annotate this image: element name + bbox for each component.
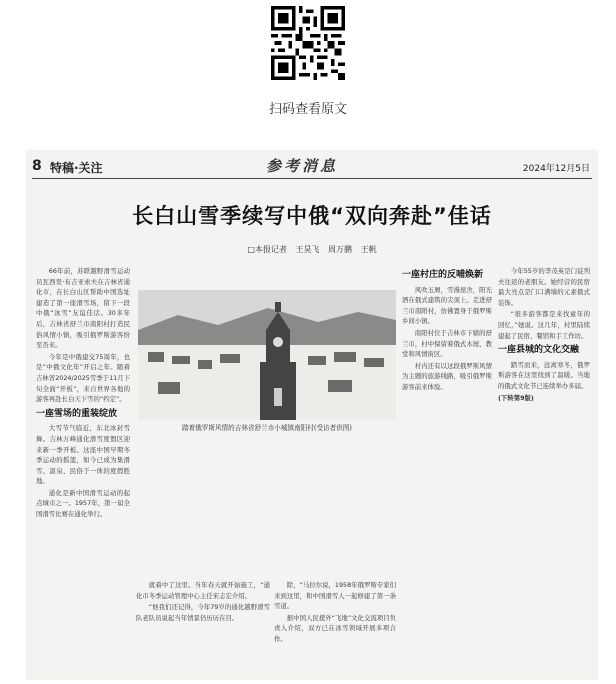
- paragraph: “他我们还记得，今年79岁的通化越野滑雪队老队员说起当年情景仍历历在目。: [136, 603, 270, 622]
- paragraph: “很多游客都是来找童年的回忆，”她说。这几年，村里陆续建起了民宿、餐馆和手工作坊。: [498, 310, 590, 340]
- paragraph: 今年55岁的李茂英是门徒列夫往返的老朋友。她经营的民宿最大亮点是门口满墙的元素俄式装饰。: [498, 267, 590, 307]
- qr-caption: 扫码查看原文: [268, 102, 347, 117]
- section-name: 特稿·关注: [50, 161, 103, 175]
- newspaper-page: [26, 150, 598, 680]
- paragraph: 据中国人民援外“飞地”文化交流项目负责人介绍，双方已在冰雪领域开展多项合作。: [274, 613, 396, 643]
- article-column-4: [402, 266, 492, 676]
- village-photo: [138, 290, 396, 420]
- paragraph: 除，“马拉尔说，1958年俄罗斯专家们来到这里，和中国滑雪人一起修建了第一条雪道。: [274, 581, 396, 611]
- paragraph: 今年是中俄建交75周年，也是“中俄文化年”开启之年。随着吉林省2024/2025雪季于11月下旬全面“开板”，来自世界各地的游客再赴长白天下雪的“约定”。: [36, 352, 130, 404]
- paragraph: 66年前，苏联越野滑雪运动员瓦西里·布吉亚索夫在吉林省通化市，在长白山区帮助中国选址建造了第一座滑雪场，留下一段中俄“冰雪”友谊佳话。30多年后，吉林省舒兰市南阳村打造民俗风情小镇，吸引俄罗斯游客纷至沓来。: [36, 267, 130, 350]
- paragraph: 村内还有以这段俄罗斯风情为主题的旅游线路，吸引俄罗斯游客前来体验。: [402, 361, 492, 391]
- header-rule: [32, 178, 592, 179]
- issue-date: 2024年12月5日: [522, 164, 590, 174]
- byline: □本报记者 王昊飞 周万鹏 王帆: [247, 245, 377, 254]
- paragraph: 踏雪而来，远离寒冬，俄罗斯游客在这里找到了温暖。当地的俄式文化节已连续举办多届。: [498, 360, 590, 390]
- subheading: 一座雪场的重装绽放: [36, 408, 118, 419]
- photo-caption: 踏着俄罗斯风情的吉林省舒兰市小城镇南阳村(受访者供图): [182, 424, 352, 432]
- paragraph: 风吹玉屑，雪漫屋舍，阳光洒在俄式建筑的尖顶上。走进舒兰市南阳村，仿佛置身于俄罗斯乡间小镇。: [402, 285, 492, 326]
- page-header: [26, 150, 598, 180]
- paragraph: 南阳村位于吉林市下辖的舒兰市，村中保留着俄式木屋、教堂和风情街区。: [402, 328, 492, 359]
- section-number: 8: [32, 158, 42, 174]
- masthead: 参考消息: [266, 157, 339, 175]
- headline: 长白山雪季续写中俄“双向奔赴”佳话: [132, 204, 492, 228]
- continued-note: (下转第9版): [498, 393, 534, 402]
- article-column-1: [36, 266, 130, 676]
- subheading: 一座县城的文化交融: [498, 345, 580, 356]
- subheading: 一座村庄的反哺焕新: [402, 270, 484, 280]
- article-column-3: [274, 580, 396, 678]
- qr-code[interactable]: [271, 6, 345, 80]
- paragraph: 通化是新中国滑雪运动的起点城市之一。1957年，第一届全国滑雪比赛在通化举行。: [36, 488, 130, 519]
- article-column-5: [498, 266, 590, 676]
- paragraph: 大雪节气临近，东北冰封雪舞。吉林万峰通化滑雪度假区迎来新一季开板。这座中国早期冬季运动的摇篮，如今已成为集滑雪、温泉、民俗于一体的度假胜地。: [36, 424, 130, 486]
- paragraph: 就着中了这里。当年春天就开始施工，“通化市冬季运动管理中心主任宋志宏介绍。: [136, 581, 270, 600]
- article-column-2: [136, 580, 270, 678]
